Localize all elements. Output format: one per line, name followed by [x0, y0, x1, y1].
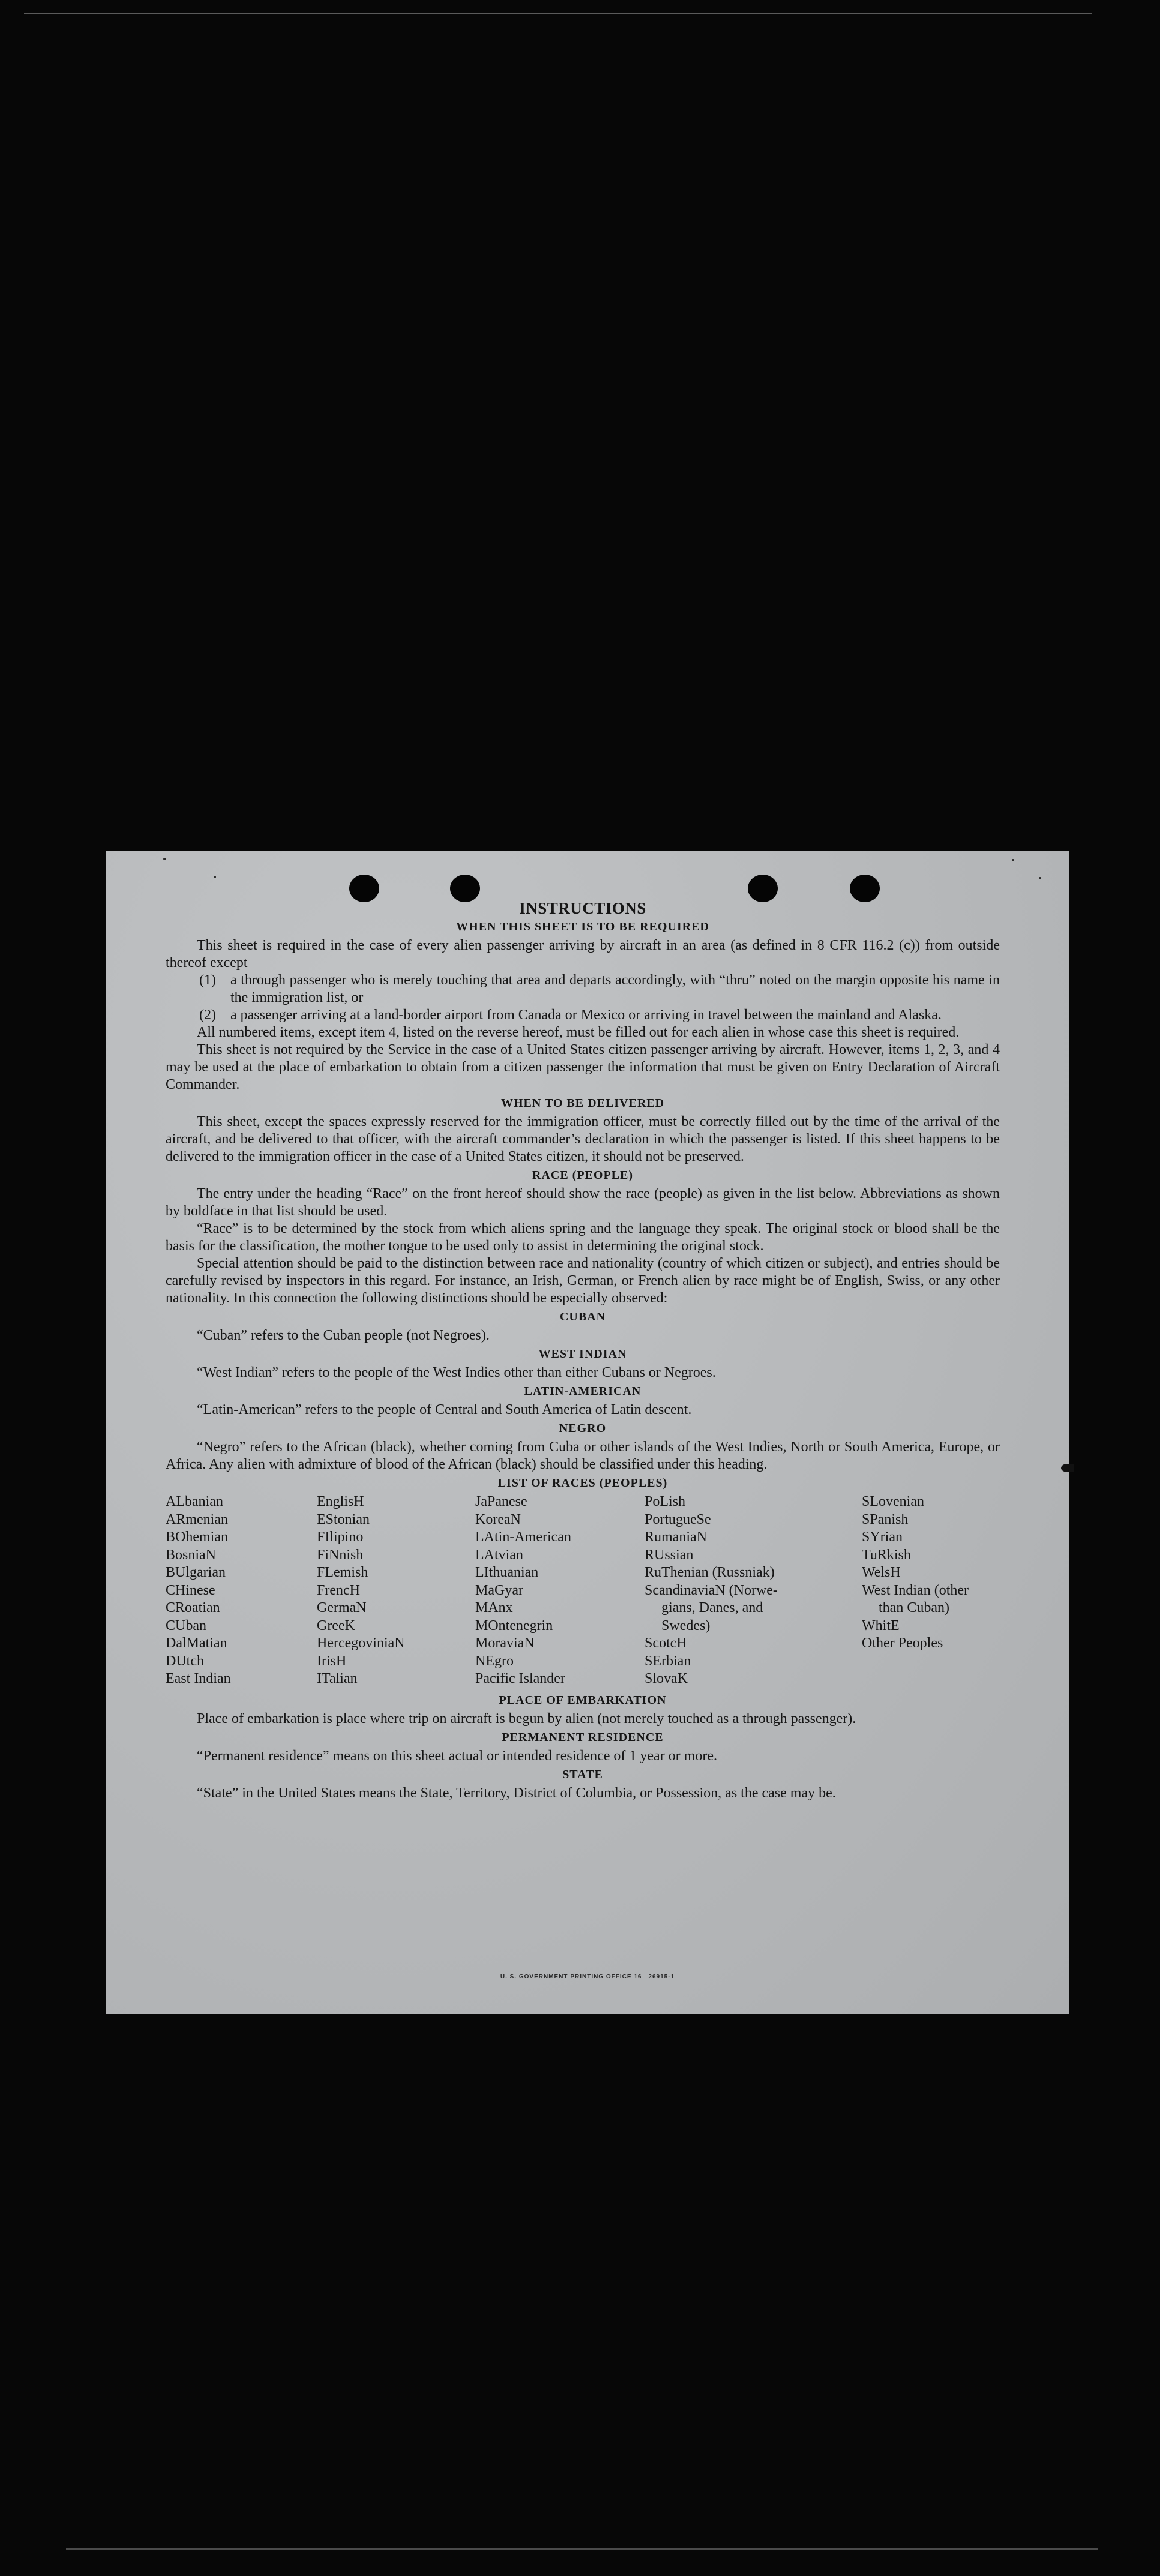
list-item: Other Peoples — [862, 1635, 943, 1651]
section-heading: LATIN-AMERICAN — [524, 1385, 642, 1398]
section-heading: WHEN TO BE DELIVERED — [500, 1097, 665, 1110]
list-item: CRoatian — [166, 1600, 220, 1616]
paragraph: “Negro” refers to the African (black), whether coming from Cuba or other islands of the West Indies, North or South America, Europe, or Africa. Any alien with admixture of blood of the African (black) should be classified under this heading. — [166, 1439, 1000, 1472]
list-item: GreeK — [317, 1617, 355, 1634]
paragraph: “Permanent residence” means on this sheet actual or intended residence of 1 year or more. — [197, 1748, 717, 1764]
race-list — [166, 1493, 1000, 1688]
punch-hole — [748, 875, 778, 902]
list-item: RUssian — [645, 1547, 694, 1563]
paragraph: The entry under the heading “Race” on the front hereof should show the race (people) as given in the list below. Abbreviations as shown by boldface in that list should be used. — [166, 1186, 1000, 1219]
list-item: WelsH — [862, 1565, 901, 1580]
list-item: SPanish — [862, 1511, 909, 1527]
list-item: HercegoviniaN — [317, 1635, 405, 1651]
instructions-body — [166, 900, 1000, 1802]
exception-list — [166, 972, 1000, 1024]
list-item: GermaN — [317, 1600, 367, 1616]
paragraph: This sheet is not required by the Service in the case of a United States citizen passenger arriving by aircraft. However, items 1, 2, 3, and 4 may be used at the place of embarkation to obtain from a citizen passenger the information that must be given on Entry Declaration of Aircraft Commander. — [166, 1042, 1000, 1092]
section-heading: STATE — [562, 1767, 603, 1781]
list-item: FIlipino — [317, 1529, 364, 1545]
list-item: BOhemian — [166, 1529, 228, 1545]
list-item: SYrian — [862, 1529, 903, 1545]
punch-hole — [349, 875, 379, 902]
list-item: ARmenian — [166, 1511, 228, 1527]
paragraph: “Latin-American” refers to the people of Central and South America of Latin descent. — [197, 1402, 692, 1418]
paragraph: “State” in the United States means the State, Territory, District of Columbia, or Possession, as the case may be. — [197, 1785, 836, 1801]
list-item: CHinese — [166, 1582, 215, 1598]
race-column — [166, 1493, 317, 1688]
list-item: RumaniaN — [645, 1529, 707, 1545]
list-item: Swedes) — [661, 1617, 711, 1634]
paragraph: Place of embarkation is place where trip on aircraft is begun by alien (not merely touched as a through passenger). — [197, 1710, 856, 1727]
list-item: IrisH — [317, 1653, 347, 1669]
list-item: FiNnish — [317, 1547, 364, 1563]
paragraph: “West Indian” refers to the people of the West Indies other than either Cubans or Negroes. — [197, 1365, 716, 1380]
paragraph: Special attention should be paid to the distinction between race and nationality (country of which citizen or subject), and entries should be carefully revised by inspectors in this regard. For instance, an Irish, German, or French alien by race might be of English, Swiss, or any other nationality. In this connection the following distinctions should be especially observed: — [166, 1256, 1000, 1306]
document-title: INSTRUCTIONS — [519, 899, 646, 917]
paragraph: This sheet, except the spaces expressly reserved for the immigration officer, must be correctly filled out by the time of the arrival of the aircraft, and be delivered to that officer, with the aircraft commander’s declaration in which the passenger is listed. If this sheet happens to be delivered to the immigration officer in the case of a United States citizen, it should not be preserved. — [166, 1114, 1000, 1164]
paragraph: “Race” is to be determined by the stock from which aliens spring and the language they speak. The original stock or blood shall be the basis for the classification, the mother tongue to be used only to assist in determining the original stock. — [166, 1221, 1000, 1254]
list-item: MaGyar — [475, 1582, 523, 1598]
list-item: EnglisH — [317, 1494, 364, 1509]
list-item: DUtch — [166, 1653, 204, 1669]
list-item: PoLish — [645, 1494, 686, 1509]
list-item — [199, 972, 1000, 1007]
list-item: CUban — [166, 1617, 206, 1634]
list-item — [199, 1007, 1000, 1024]
punch-hole — [850, 875, 880, 902]
list-item: MOntenegrin — [475, 1617, 553, 1634]
list-number: (2) — [199, 1007, 216, 1023]
scan-border-bottom — [66, 2548, 1098, 2550]
section-heading: PERMANENT RESIDENCE — [502, 1730, 664, 1744]
document-page — [106, 851, 1069, 2014]
list-item: PortugueSe — [645, 1511, 711, 1527]
list-item: WhitE — [862, 1617, 900, 1634]
list-item: LAtvian — [475, 1547, 523, 1563]
race-column — [475, 1493, 645, 1688]
paragraph: All numbered items, except item 4, listed on the reverse hereof, must be filled out for each alien in whose case this sheet is required. — [197, 1025, 960, 1040]
punch-hole — [450, 875, 480, 902]
race-column — [862, 1493, 1000, 1688]
paper-speck — [163, 858, 166, 860]
list-item: gians, Danes, and — [661, 1600, 763, 1616]
list-item: NEgro — [475, 1653, 514, 1669]
list-item: EStonian — [317, 1511, 370, 1527]
list-text: a passenger arriving at a land-border airport from Canada or Mexico or arriving in travel between the mainland and Alaska. — [230, 1007, 942, 1023]
paper-speck — [1012, 859, 1014, 861]
section-heading: RACE (PEOPLE) — [532, 1169, 633, 1182]
list-item: SlovaK — [645, 1671, 688, 1686]
list-item: BUlgarian — [166, 1565, 226, 1580]
scan-border-top — [24, 13, 1092, 14]
list-item: JaPanese — [475, 1494, 527, 1509]
section-heading: NEGRO — [559, 1422, 607, 1435]
race-column — [645, 1493, 862, 1688]
section-heading: WEST INDIAN — [538, 1347, 627, 1361]
list-item: DalMatian — [166, 1635, 227, 1651]
list-item: FLemish — [317, 1565, 368, 1580]
list-item: TuRkish — [862, 1547, 911, 1563]
list-item: SLovenian — [862, 1494, 924, 1509]
list-item: West Indian (other — [862, 1582, 969, 1598]
list-item: LAtin-American — [475, 1529, 571, 1545]
list-item: RuThenian (Russniak) — [645, 1565, 775, 1580]
list-item: FrencH — [317, 1582, 360, 1598]
list-item: LIthuanian — [475, 1565, 539, 1580]
section-heading: PLACE OF EMBARKATION — [499, 1693, 667, 1707]
list-item: MAnx — [475, 1600, 513, 1616]
paper-speck — [214, 876, 216, 878]
paragraph: This sheet is required in the case of every alien passenger arriving by aircraft in an area (as defined in 8 CFR 116.2 (c)) from outside thereof except — [166, 938, 1000, 971]
list-item: ITalian — [317, 1671, 358, 1686]
list-number: (1) — [199, 972, 216, 988]
paragraph: “Cuban” refers to the Cuban people (not Negroes). — [197, 1328, 490, 1343]
section-heading: WHEN THIS SHEET IS TO BE REQUIRED — [456, 920, 709, 933]
list-item: BosniaN — [166, 1547, 216, 1563]
list-item: ALbanian — [166, 1494, 223, 1509]
paper-clip-mark — [1061, 1464, 1074, 1472]
paper-speck — [1039, 877, 1041, 879]
list-item: ScotcH — [645, 1635, 687, 1651]
list-item: East Indian — [166, 1671, 231, 1686]
list-item: KoreaN — [475, 1511, 521, 1527]
list-item: MoraviaN — [475, 1635, 535, 1651]
list-item: ScandinaviaN (Norwe- — [645, 1582, 778, 1598]
section-heading: CUBAN — [559, 1310, 606, 1323]
race-column — [317, 1493, 475, 1688]
list-text: a through passenger who is merely touching that area and departs accordingly, with “thru” noted on the margin opposite his name in the immigration list, or — [230, 972, 1000, 1005]
printer-imprint: U. S. GOVERNMENT PRINTING OFFICE 16—26915-1 — [500, 1974, 675, 1980]
list-item: than Cuban) — [879, 1600, 949, 1616]
section-heading: LIST OF RACES (PEOPLES) — [497, 1476, 668, 1490]
list-item: Pacific Islander — [475, 1671, 565, 1686]
list-item: SErbian — [645, 1653, 691, 1669]
